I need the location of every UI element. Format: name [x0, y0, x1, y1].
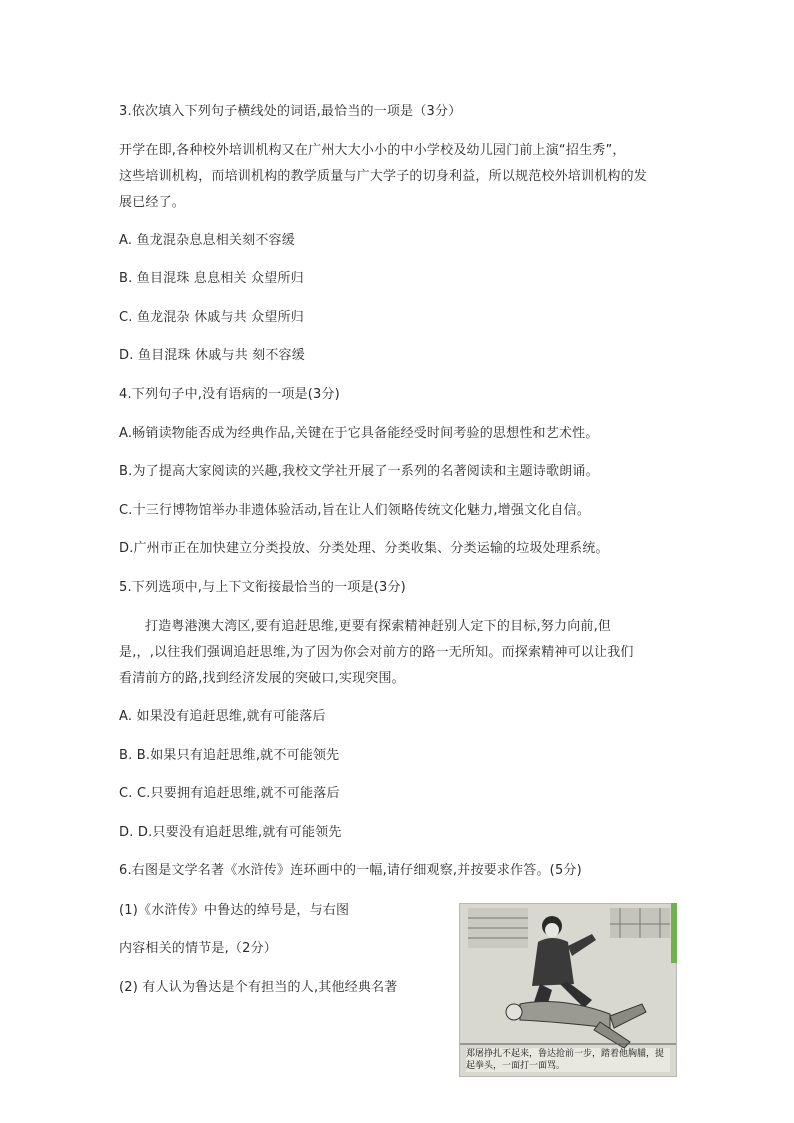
figure-caption: 郑屠挣扎不起来，鲁达抢前一步，踏着他胸脯，提起拳头，一面打一面骂。	[466, 1048, 670, 1072]
q4-option-a: A.畅销读物能否成为经典作品,关键在于它具备能经受时间考验的思想性和艺术性。	[119, 426, 599, 441]
image-edge-mark	[671, 903, 677, 963]
q6-part-1: (1)《水浒传》中鲁达的绰号是，与右图	[119, 903, 350, 918]
q5-stem: 5.下列选项中,与上下文衔接最恰当的一项是(3分)	[119, 580, 406, 595]
q3-option-d: D. 鱼目混珠 休戚与共 刻不容缓	[119, 348, 305, 363]
q5-option-a: A. 如果没有追赶思维,就有可能落后	[119, 709, 326, 724]
q3-passage-line-2: 这些培训机构，而培训机构的教学质量与广大学子的切身利益，所以规范校外培训机构的发	[119, 169, 648, 184]
q3-passage-line-3: 展已经了。	[119, 195, 186, 210]
q5-passage-line-2: 是,，,以往我们强调追赶思维,为了因为你会对前方的路一无所知。而探索精神可以让我们	[119, 645, 634, 660]
q3-option-b: B. 鱼目混珠 息息相关 众望所归	[119, 271, 304, 286]
q5-option-d: D. D.只要没有追赶思维,就有可能领先	[119, 825, 342, 840]
q4-option-b: B.为了提高大家阅读的兴趣,我校文学社开展了一系列的名著阅读和主题诗歌朗诵。	[119, 464, 599, 479]
q6-part-1-cont: 内容相关的情节是,（2分）	[119, 941, 278, 956]
q3-option-c: C. 鱼龙混杂 休戚与共 众望所归	[119, 310, 305, 325]
q3-option-a: A. 鱼龙混杂息息相关刻不容缓	[119, 233, 295, 248]
q5-passage-line-3: 看清前方的路,找到经济发展的突破口,实现突围。	[119, 671, 405, 686]
comic-illustration	[459, 903, 677, 1077]
q4-option-c: C.十三行博物馆举办非遗体验活动,旨在让人们领略传统文化魅力,增强文化自信。	[119, 503, 591, 518]
q5-option-c: C. C.只要拥有追赶思维,就不可能落后	[119, 786, 340, 801]
q3-stem: 3.依次填入下列句子横线处的词语,最恰当的一项是（3分）	[119, 104, 462, 119]
q6-part-2: (2) 有人认为鲁达是个有担当的人,其他经典名著	[119, 980, 398, 995]
q6-stem: 6.右图是文学名著《水浒传》连环画中的一幅,请仔细观察,并按要求作答。(5分)	[119, 863, 582, 878]
q5-option-b: B. B.如果只有追赶思维,就不可能领先	[119, 748, 340, 763]
q5-passage-line-1: 打造粤港澳大湾区,要有追赶思维,更要有探索精神赶别人定下的目标,努力向前,但	[145, 619, 612, 634]
q4-stem: 4.下列句子中,没有语病的一项是(3分)	[119, 387, 340, 402]
q3-passage-line-1: 开学在即,各种校外培训机构又在广州大大小小的中小学校及幼儿园门前上演“招生秀”，	[119, 143, 626, 158]
q4-option-d: D.广州市正在加快建立分类投放、分类处理、分类收集、分类运输的垃圾处理系统。	[119, 541, 609, 556]
